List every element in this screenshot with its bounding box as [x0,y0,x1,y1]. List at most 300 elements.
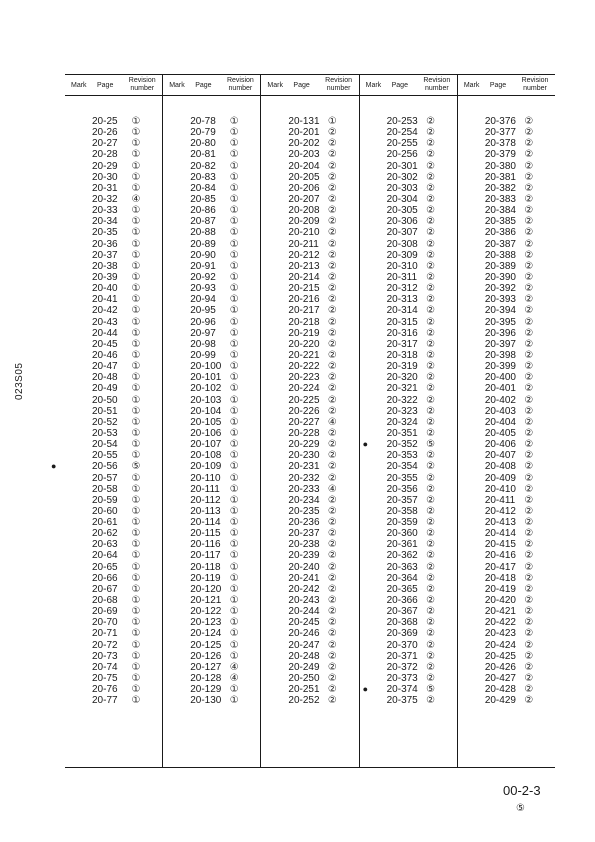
page-cell: 20-113 [190,505,221,517]
table-row [261,361,358,372]
header-revision-number [518,77,552,93]
revision-number-cell: ② [327,305,337,317]
table-row [65,239,162,250]
revision-number-cell: ① [229,561,239,573]
revision-number-cell: ② [327,138,337,150]
column-header [261,75,358,96]
page-cell: 20-231 [288,461,320,473]
table-row [360,305,457,316]
revision-number-cell: ② [426,283,436,295]
table-row [163,350,260,361]
table-row [163,595,260,606]
table-row [163,539,260,550]
revision-number-cell: ② [327,528,337,540]
page-cell: 20-56 [92,461,118,473]
table-row [65,484,162,495]
page-cell: 20-321 [386,383,418,395]
table-row [163,562,260,573]
page-cell: 20-323 [386,405,418,417]
page-cell: 20-375 [386,695,418,707]
page-cell: 20-411 [484,494,516,506]
page-cell: 20-414 [484,528,516,540]
revision-number-cell: ① [131,116,141,127]
header-revision: Revision [128,77,156,84]
revision-number-cell: ② [327,606,337,618]
page-cell: 20-76 [92,684,118,696]
revision-number-cell: ① [131,383,141,395]
table-row [261,283,358,294]
revision-number-cell: ② [327,695,337,707]
table-row [360,183,457,194]
page-cell: 20-224 [288,383,320,395]
revision-number-cell: ② [426,383,436,395]
page-cell: 20-217 [288,305,320,317]
revision-number-cell: ② [327,205,337,217]
revision-number-cell: ② [327,572,337,584]
table-row [163,450,260,461]
page-cell: 20-66 [92,572,118,584]
table-row [65,328,162,339]
page-cell: 20-407 [484,450,516,462]
column-header [163,75,260,96]
table-row [360,640,457,651]
page-cell: 20-28 [92,149,118,161]
table-row [163,517,260,528]
header-page: Page [97,82,114,89]
page-cell: 20-80 [190,138,216,150]
page-cell: 20-302 [386,171,418,183]
table-row [65,339,162,350]
revision-number-cell: ② [524,116,534,127]
page-cell: 20-70 [92,617,118,629]
revision-mark-bullet: ● [362,439,369,450]
page-cell: 20-306 [386,216,418,228]
table-row [65,395,162,406]
table-row [458,406,555,417]
page-cell: 20-81 [190,149,216,161]
page-cell: 20-209 [288,216,320,228]
page-cell: 20-316 [386,327,418,339]
table-row [360,361,457,372]
page-cell: 20-400 [484,372,516,384]
page-cell: 20-37 [92,249,118,261]
table-row [65,216,162,227]
column-rows [51,96,162,707]
revision-number-cell: ② [327,260,337,272]
page-cell: 20-119 [190,572,221,584]
revision-number-cell: ② [426,528,436,540]
revision-number-cell: ② [524,216,534,228]
header-mark: Mark [365,82,382,89]
table-row [261,450,358,461]
revision-number-cell: ② [426,271,436,283]
revision-number-cell: ② [426,305,436,317]
revision-number-cell: ② [524,539,534,551]
page-cell: 20-101 [190,372,222,384]
page-cell: 20-104 [190,405,222,417]
table-row [360,595,457,606]
page-cell: 20-131 [288,116,320,127]
revision-number-cell: ② [524,327,534,339]
table-row [458,227,555,238]
revision-number-cell: ② [327,149,337,161]
revision-number-cell: ① [229,427,239,439]
table-row [163,149,260,160]
revision-number-cell: ② [524,149,534,161]
page-cell: 20-356 [386,483,418,495]
revision-number-cell: ① [229,517,239,529]
page-cell: 20-371 [386,650,418,662]
revision-number-cell: ① [131,561,141,573]
table-column [51,75,162,767]
revision-number-cell: ① [131,673,141,685]
table-row [261,161,358,172]
page-cell: 20-48 [92,372,118,384]
header-number: number [523,85,547,92]
revision-number-cell: ② [426,127,436,139]
page-cell: 20-52 [92,416,118,428]
revision-number-cell: ② [524,138,534,150]
page-cell: 20-394 [484,305,516,317]
table-row [458,484,555,495]
revision-number-cell: ② [524,583,534,595]
table-row [360,484,457,495]
revision-number-cell: ② [327,216,337,228]
revision-number-cell: ① [229,450,239,462]
table-row [261,428,358,439]
page-cell: 20-312 [386,283,418,295]
table-row [458,628,555,639]
page-cell: 20-425 [484,650,516,662]
revision-number-cell: ① [229,138,239,150]
table-row [360,194,457,205]
revision-number-cell: ① [131,450,141,462]
page-cell: 20-49 [92,383,118,395]
revision-number-cell: ② [524,238,534,250]
revision-number-cell: ② [524,171,534,183]
revision-number-cell: ② [524,361,534,373]
revision-number-cell: ④ [131,193,141,205]
revision-number-cell: ① [229,372,239,384]
page-cell: 20-98 [190,338,216,350]
table-row [65,562,162,573]
page-cell: 20-421 [484,606,516,618]
page-cell: 20-253 [386,116,418,127]
revision-number-cell: ② [426,673,436,685]
table-row [458,595,555,606]
revision-number-cell: ② [327,372,337,384]
table-row [261,272,358,283]
table-row [458,172,555,183]
revision-number-cell: ① [131,695,141,707]
table-row [65,506,162,517]
revision-number-cell: ② [524,517,534,529]
page-cell: 20-77 [92,695,118,707]
page-cell: 20-416 [484,550,516,562]
table-row [458,294,555,305]
table-row [261,461,358,472]
table-row [360,261,457,272]
page-cell: 20-116 [190,539,221,551]
table-row [163,573,260,584]
table-row [261,473,358,484]
table-row [458,283,555,294]
revision-table [51,74,555,768]
page-cell: 20-399 [484,361,516,373]
table-row [163,272,260,283]
revision-number-cell: ① [131,127,141,139]
page-cell: 20-30 [92,171,118,183]
page-cell: 20-243 [288,595,320,607]
revision-number-cell: ② [524,639,534,651]
revision-number-cell: ① [229,349,239,361]
table-row [65,595,162,606]
revision-number-cell: ② [426,260,436,272]
revision-number-cell: ④ [229,661,239,673]
table-row [261,406,358,417]
page-cell: 20-205 [288,171,320,183]
page-cell: 20-39 [92,271,118,283]
page-cell: 20-45 [92,338,118,350]
page-cell: 20-361 [386,539,418,551]
page-cell: 20-392 [484,283,516,295]
table-row [163,662,260,673]
table-row [65,350,162,361]
page-cell: 20-244 [288,606,320,618]
header-mark: Mark [267,82,283,89]
revision-number-cell: ④ [327,483,337,495]
page-cell: 20-318 [386,349,418,361]
revision-number-cell: ① [131,171,141,183]
page-cell: 20-202 [288,138,320,150]
table-row [261,305,358,316]
table-row [458,395,555,406]
revision-number-cell: ② [426,472,436,484]
table-row [65,584,162,595]
table-row [458,383,555,394]
revision-number-cell: ① [131,572,141,584]
page-cell: 20-117 [190,550,221,562]
table-row [65,573,162,584]
table-row [65,149,162,160]
page-cell: 20-111 [190,483,220,495]
header-page: Page [293,82,310,89]
table-row [458,606,555,617]
revision-number-cell: ② [426,650,436,662]
page-cell: 20-220 [288,338,320,350]
table-row [360,372,457,383]
table-row [458,272,555,283]
header-revision-number [420,77,454,93]
page-cell: 20-246 [288,628,320,640]
revision-number-cell: ② [327,583,337,595]
page-cell: 20-213 [288,260,320,272]
page-cell: 20-130 [190,695,222,707]
page-cell: 20-313 [386,294,418,306]
revision-number-cell: ② [426,606,436,618]
revision-number-cell: ① [131,283,141,295]
revision-number-cell: ② [524,182,534,194]
page-cell: 20-122 [190,606,222,618]
revision-number-cell: ① [229,316,239,328]
revision-number-cell: ① [229,327,239,339]
revision-number-cell: ① [229,617,239,629]
revision-number-cell: ① [131,617,141,629]
revision-number-cell: ① [131,650,141,662]
table-row [163,294,260,305]
table-row [360,395,457,406]
revision-number-cell: ② [426,216,436,228]
table-row [163,684,260,695]
page-cell: 20-251 [288,684,320,696]
table-row [458,640,555,651]
revision-number-cell: ① [131,138,141,150]
table-row [65,495,162,506]
table-row [65,439,162,450]
revision-number-cell: ⑤ [426,684,436,696]
page-cell: 20-415 [484,539,516,551]
revision-number-cell: ① [131,149,141,161]
revision-number-cell: ② [524,628,534,640]
page-cell: 20-248 [288,650,320,662]
revision-number-cell: ① [229,494,239,506]
page-cell: 20-53 [92,427,118,439]
revision-number-cell: ② [426,227,436,239]
page-cell: 20-108 [190,450,222,462]
revision-number-cell: ② [426,561,436,573]
table-row [458,617,555,628]
page-cell: 20-75 [92,673,118,685]
page-cell: 20-232 [288,472,320,484]
revision-number-cell: ② [327,193,337,205]
revision-number-cell: ② [327,182,337,194]
revision-number-cell: ② [426,550,436,562]
revision-number-cell: ② [327,171,337,183]
table-row [163,417,260,428]
revision-number-cell: ② [327,661,337,673]
table-column [457,75,555,767]
revision-number-cell: ① [131,550,141,562]
revision-number-cell: ② [426,294,436,306]
table-row [163,239,260,250]
page-cell: 20-426 [484,661,516,673]
page-cell: 20-412 [484,505,516,517]
page-cell: 20-429 [484,695,516,707]
header-number: number [424,85,449,92]
table-row [458,328,555,339]
table-row [261,673,358,684]
page-cell: 20-418 [484,572,516,584]
table-row [163,617,260,628]
revision-number-cell: ② [524,550,534,562]
revision-number-cell: ① [131,583,141,595]
revision-number-cell: ① [229,338,239,350]
revision-number-cell: ② [426,249,436,261]
table-row [65,194,162,205]
revision-number-cell: ① [229,283,239,295]
table-row [261,239,358,250]
table-row [458,550,555,561]
revision-number-cell: ① [327,116,337,127]
page-cell: 20-358 [386,505,418,517]
page-cell: 20-388 [484,249,516,261]
revision-number-cell: ② [524,372,534,384]
page-cell: 20-74 [92,661,118,673]
revision-number-cell: ① [131,427,141,439]
table-row [261,617,358,628]
revision-number-cell: ① [229,539,239,551]
revision-number-cell: ① [229,294,239,306]
header-mark: Mark [71,82,87,89]
revision-number-cell: ② [426,160,436,172]
page-cell: 20-238 [288,539,320,551]
page-cell: 20-54 [92,439,118,451]
page-cell: 20-90 [190,249,216,261]
page-cell: 20-419 [484,583,516,595]
page-cell: 20-250 [288,673,320,685]
page-cell: 20-26 [92,127,118,139]
page-cell: 20-230 [288,450,320,462]
page-cell: 20-32 [92,193,118,205]
page-cell: 20-129 [190,684,222,696]
page-cell: 20-235 [288,505,320,517]
page-cell: 20-352 [386,439,418,451]
column-header [65,75,162,96]
table-row [458,339,555,350]
table-row [163,640,260,651]
revision-number-cell: ② [524,695,534,707]
table-row [261,138,358,149]
table-row [163,194,260,205]
page-cell: 20-229 [288,439,320,451]
revision-number-cell: ② [327,472,337,484]
table-row [65,372,162,383]
table-row [65,617,162,628]
table-row [360,439,457,450]
revision-number-cell: ① [131,483,141,495]
page-cell: 20-311 [386,271,418,283]
table-row [163,406,260,417]
page-cell: 20-215 [288,283,320,295]
table-row [261,595,358,606]
table-row [163,584,260,595]
table-row [261,550,358,561]
revision-number-cell: ① [229,650,239,662]
page-cell: 20-84 [190,182,216,194]
table-row [65,205,162,216]
revision-number-cell: ② [524,271,534,283]
table-row [360,584,457,595]
page-cell: 20-110 [190,472,221,484]
table-row [360,617,457,628]
revision-number-cell: ② [426,628,436,640]
revision-number-cell: ① [131,338,141,350]
page-cell: 20-304 [386,193,418,205]
page-cell: 20-362 [386,550,418,562]
revision-number-cell: ② [426,494,436,506]
page-cell: 20-301 [386,160,418,172]
table-row [65,550,162,561]
page-cell: 20-46 [92,349,118,361]
table-row [65,684,162,695]
table-row [360,406,457,417]
revision-number-cell: ② [327,550,337,562]
revision-number-cell: ② [524,227,534,239]
page-cell: 20-109 [190,461,222,473]
page-cell: 20-308 [386,238,418,250]
column-header [360,75,457,96]
page-cell: 20-417 [484,561,516,573]
